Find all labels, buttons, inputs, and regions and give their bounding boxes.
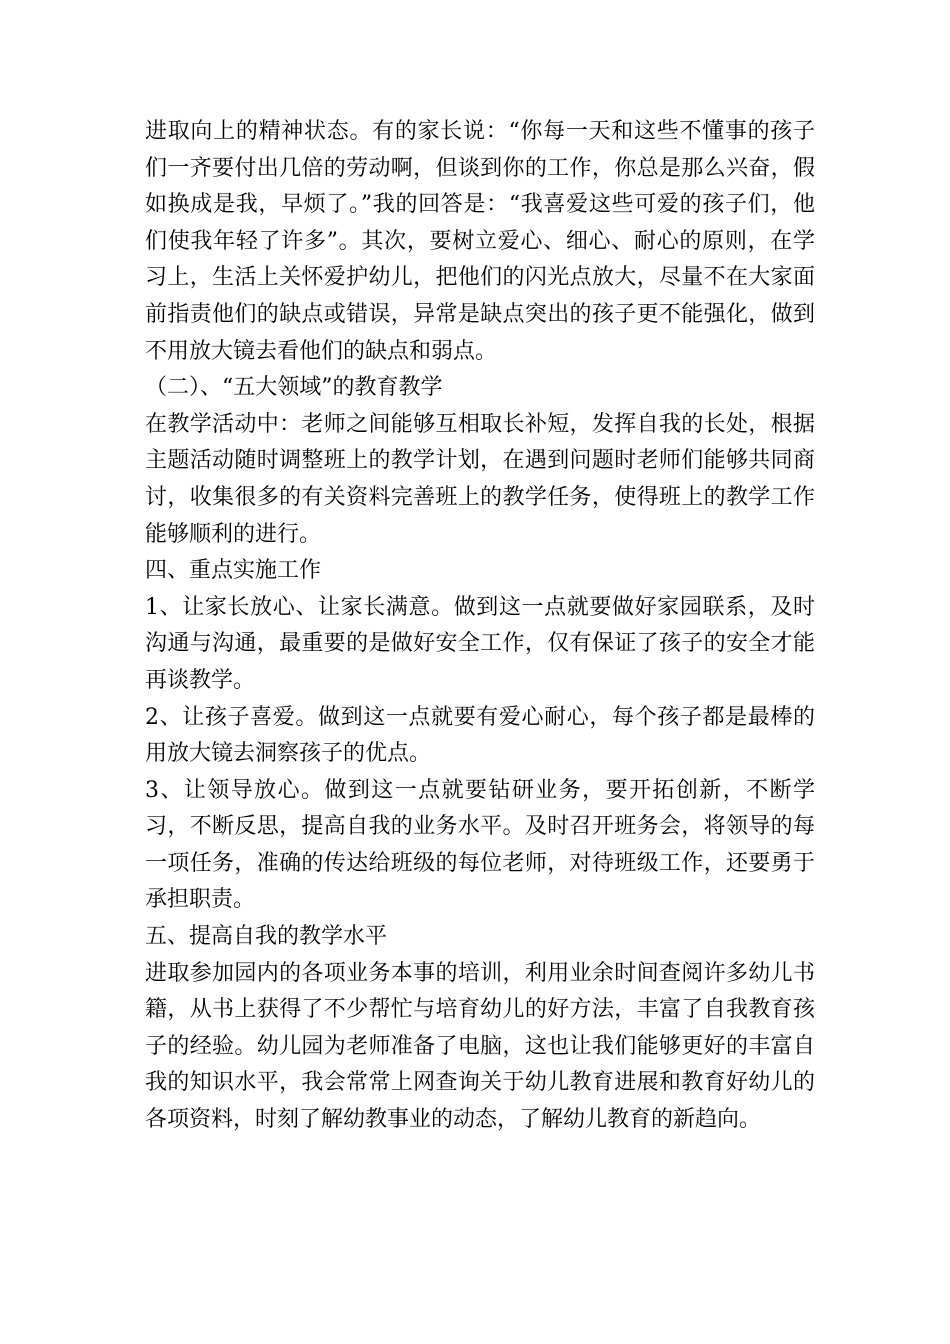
heading-improve-teaching: 五、提高自我的教学水平 [145,924,388,950]
list-item-leadership: 3、让领导放心。做到这一点就要钻研业务，要开拓创新，不断学习，不断反思，提高自我的业务水平。及时召开班务会，将领导的每一项任务，准确的传达给班级的每位老师，对待班级工作，还要勇于承担职责。 [145,777,815,913]
document-body [145,114,815,1139]
heading-key-work: 四、重点实施工作 [145,558,322,584]
list-item-children: 2、让孩子喜爱。做到这一点就要有爱心耐心，每个孩子都是最棒的用放大镜去洞察孩子的优点。 [145,704,815,767]
subheading-five-domains: （二）、“五大领域”的教育教学 [145,375,443,401]
list-item-parents: 1、让家长放心、让家长满意。做到这一点就要做好家园联系，及时沟通与沟通，最重要的是做好安全工作，仅有保证了孩子的安全才能再谈教学。 [145,594,815,693]
paragraph-training: 进取参加园内的各项业务本事的培训，利用业余时间查阅许多幼儿书籍，从书上获得了不少帮忙与培育幼儿的好方法，丰富了自我教育孩子的经验。幼儿园为老师准备了电脑，这也让我们能够更好的丰富自我的知识水平，我会常常上网查询关于幼儿教育进展和教育好幼儿的各项资料，时刻了解幼教事业的动态，了解幼儿教育的新趋向。 [145,960,815,1133]
paragraph-continuation: 进取向上的精神状态。有的家长说：“你每一天和这些不懂事的孩子们一齐要付出几倍的劳动啊，但谈到你的工作，你总是那么兴奋，假如换成是我，早烦了。”我的回答是：“我喜爱这些可爱的孩子们，他们使我年轻了许多”。其次，要树立爱心、细心、耐心的原则，在学习上，生活上关怀爱护幼儿，把他们的闪光点放大，尽量不在大家面前指责他们的缺点或错误，异常是缺点突出的孩子更不能强化，做到不用放大镜去看他们的缺点和弱点。 [145,119,815,364]
paragraph-teaching-activities: 在教学活动中：老师之间能够互相取长补短，发挥自我的长处，根据主题活动随时调整班上的教学计划，在遇到问题时老师们能够共同商讨，收集很多的有关资料完善班上的教学任务，使得班上的教学工作能够顺利的进行。 [145,411,815,547]
